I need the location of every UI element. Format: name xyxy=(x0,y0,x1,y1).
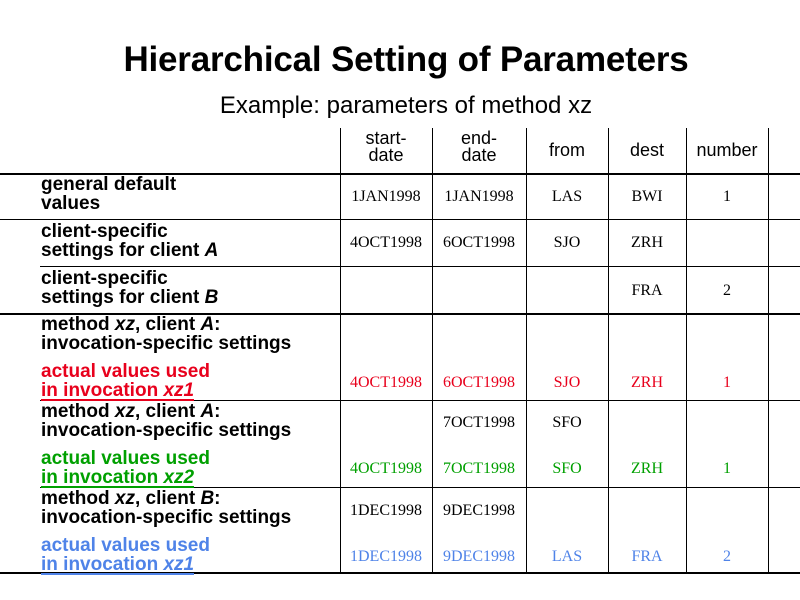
cell-end-date: 7OCT1998 xyxy=(443,414,515,431)
row-label: method xz, client A: invocation-specific settings xyxy=(41,314,292,354)
row-rule xyxy=(0,219,800,220)
cell-start-date: 1JAN1998 xyxy=(351,188,421,205)
cell-start-date: 4OCT1998 xyxy=(350,460,422,477)
cell-end-date: 7OCT1998 xyxy=(443,460,515,477)
page-subtitle: Example: parameters of method xz xyxy=(219,92,593,119)
cell-dest: ZRH xyxy=(631,374,663,391)
cell-end-date: 6OCT1998 xyxy=(443,234,515,251)
header-number: number xyxy=(696,140,758,160)
cell-from: LAS xyxy=(551,188,583,205)
cell-dest: FRA xyxy=(631,548,663,565)
cell-start-date: 4OCT1998 xyxy=(350,234,422,251)
cell-start-date: 4OCT1998 xyxy=(350,374,422,391)
header-dest: dest xyxy=(629,140,665,160)
cell-number: 2 xyxy=(723,548,731,565)
col-divider xyxy=(768,128,769,572)
cell-from: SFO xyxy=(552,460,582,477)
page-title: Hierarchical Setting of Parameters xyxy=(123,40,689,79)
cell-dest: ZRH xyxy=(631,234,663,251)
header-end-date: end- date xyxy=(460,128,498,165)
cell-number: 2 xyxy=(723,282,731,299)
cell-end-date: 6OCT1998 xyxy=(443,374,515,391)
cell-number: 1 xyxy=(723,374,731,391)
cell-number: 1 xyxy=(723,188,731,205)
cell-dest: BWI xyxy=(631,188,663,205)
cell-start-date: 1DEC1998 xyxy=(350,548,422,565)
row-label: general default values xyxy=(41,174,177,214)
cell-from: SJO xyxy=(553,234,581,251)
cell-dest: ZRH xyxy=(631,460,663,477)
cell-from: SFO xyxy=(552,414,582,431)
cell-dest: FRA xyxy=(631,282,663,299)
cell-from: LAS xyxy=(551,548,583,565)
cell-start-date: 1DEC1998 xyxy=(350,502,422,519)
cell-end-date: 9DEC1998 xyxy=(443,548,515,565)
row-label: method xz, client B: invocation-specific settings xyxy=(41,488,292,528)
row-label: client-specific settings for client A xyxy=(41,221,219,261)
cell-number: 1 xyxy=(723,460,731,477)
cell-end-date: 1JAN1998 xyxy=(444,188,514,205)
row-label: client-specific settings for client B xyxy=(41,268,219,308)
row-label: actual values used in invocation xz2 xyxy=(41,448,210,488)
row-label: actual values used in invocation xz1 xyxy=(41,535,210,575)
header-from: from xyxy=(549,140,585,160)
cell-from: SJO xyxy=(553,374,581,391)
row-label: actual values used in invocation xz1 xyxy=(41,361,210,401)
header-start-date: start- date xyxy=(365,128,407,165)
row-rule xyxy=(40,266,800,267)
row-label: method xz, client A: invocation-specific settings xyxy=(41,401,292,441)
cell-end-date: 9DEC1998 xyxy=(443,502,515,519)
